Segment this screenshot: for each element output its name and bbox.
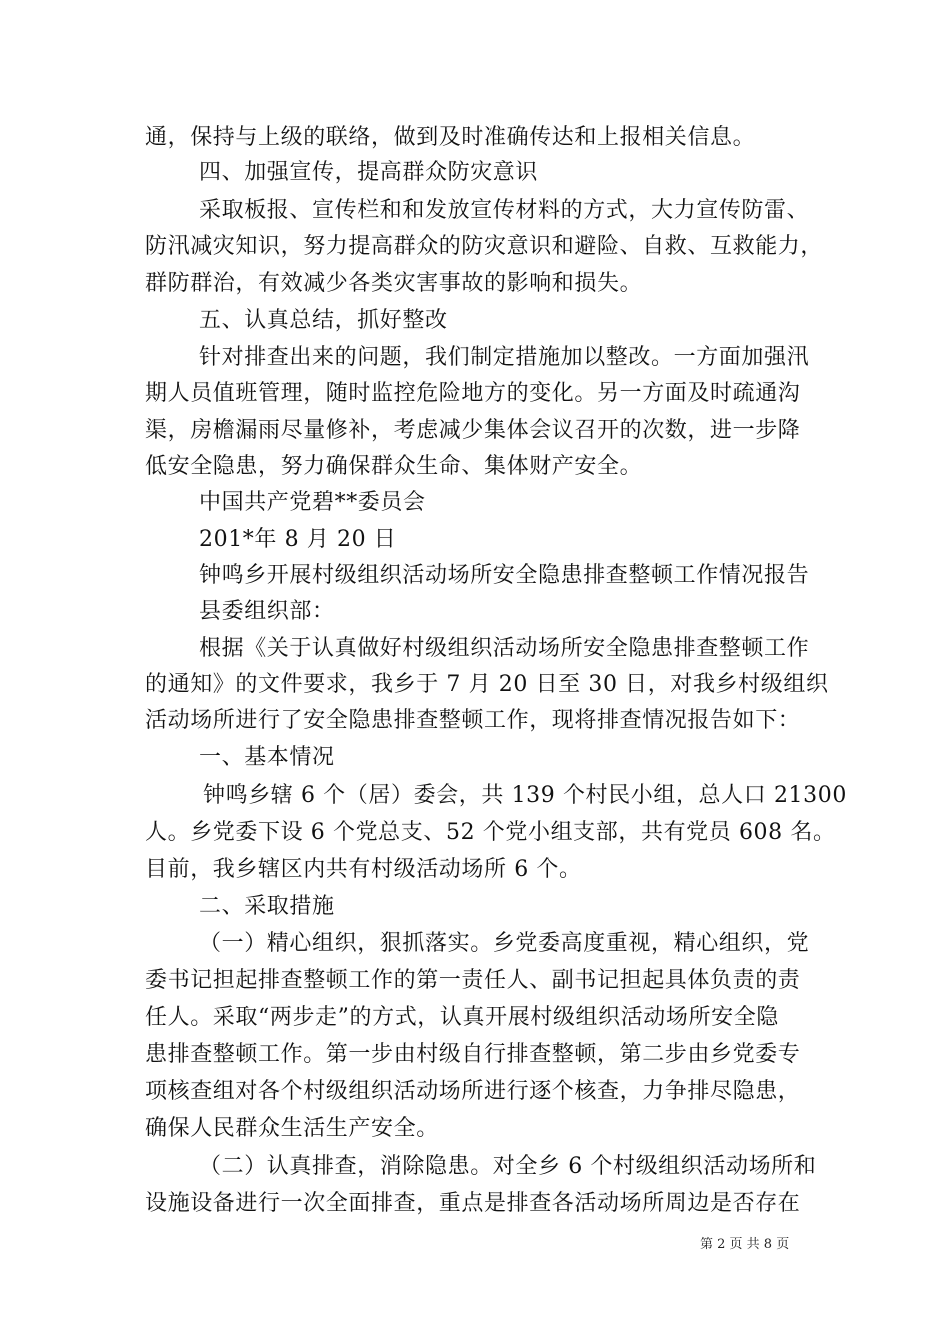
text-line: （一）精心组织，狠抓落实。乡党委高度重视，精心组织，党 [199,931,810,956]
signature-date: 201*年 8 月 20 日 [199,527,397,552]
text-line: 目前，我乡辖区内共有村级活动场所 6 个。 [145,857,582,882]
text-line: 委书记担起排查整顿工作的第一责任人、副书记担起具体负责的责 [145,968,801,993]
text-line: 采取板报、宣传栏和和发放宣传材料的方式，大力宣传防雷、 [199,198,810,223]
text-line: 患排查整顿工作。第一步由村级自行排查整顿，第二步由乡党委专 [145,1042,801,1067]
text-line: 确保人民群众生活生产安全。 [145,1116,439,1141]
text-line: 项核查组对各个村级组织活动场所进行逐个核查，力争排尽隐患， [145,1079,801,1104]
page-number: 第 2 页 共 8 页 [700,1237,790,1252]
section-heading: 五、认真总结，抓好整改 [199,308,448,333]
text-line: 的通知》的文件要求，我乡于 7 月 20 日至 30 日，对我乡村级组织 [145,672,829,697]
text-line: 设施设备进行一次全面排查，重点是排查各活动场所周边是否存在 [145,1191,801,1216]
report-title: 钟鸣乡开展村级组织活动场所安全隐患排查整顿工作情况报告 [199,563,810,588]
text-line: 群防群治，有效减少各类灾害事故的影响和损失。 [145,271,643,296]
text-line: 活动场所进行了安全隐患排查整顿工作，现将排查情况报告如下： [145,708,801,733]
recipient-line: 县委组织部： [199,599,335,624]
section-heading: 一、基本情况 [199,745,335,770]
text-line: 任人。采取“两步走”的方式，认真开展村级组织活动场所安全隐 [145,1005,779,1030]
text-line: 通，保持与上级的联络，做到及时准确传达和上报相关信息。 [145,125,756,150]
text-line: 针对排查出来的问题，我们制定措施加以整改。一方面加强汛 [199,345,810,370]
text-line: 根据《关于认真做好村级组织活动场所安全隐患排查整顿工作 [199,636,810,661]
section-heading: 四、加强宣传，提高群众防灾意识 [199,160,539,185]
text-line: 钟鸣乡辖 6 个（居）委会，共 139 个村民小组，总人口 21300 [203,783,847,808]
text-line: 防汛减灾知识，努力提高群众的防灾意识和避险、自救、互救能力， [145,234,824,259]
signature-organization: 中国共产党碧**委员会 [199,490,426,515]
text-line: 人。乡党委下设 6 个党总支、52 个党小组支部，共有党员 608 名。 [145,820,836,845]
text-line: 期人员值班管理，随时监控危险地方的变化。另一方面及时疏通沟 [145,381,801,406]
text-line: 渠，房檐漏雨尽量修补，考虑减少集体会议召开的次数，进一步降 [145,418,801,443]
section-heading: 二、采取措施 [199,894,335,919]
text-line: 低安全隐患，努力确保群众生命、集体财产安全。 [145,454,643,479]
text-line: （二）认真排查，消除隐患。对全乡 6 个村级组织活动场所和 [199,1154,817,1179]
